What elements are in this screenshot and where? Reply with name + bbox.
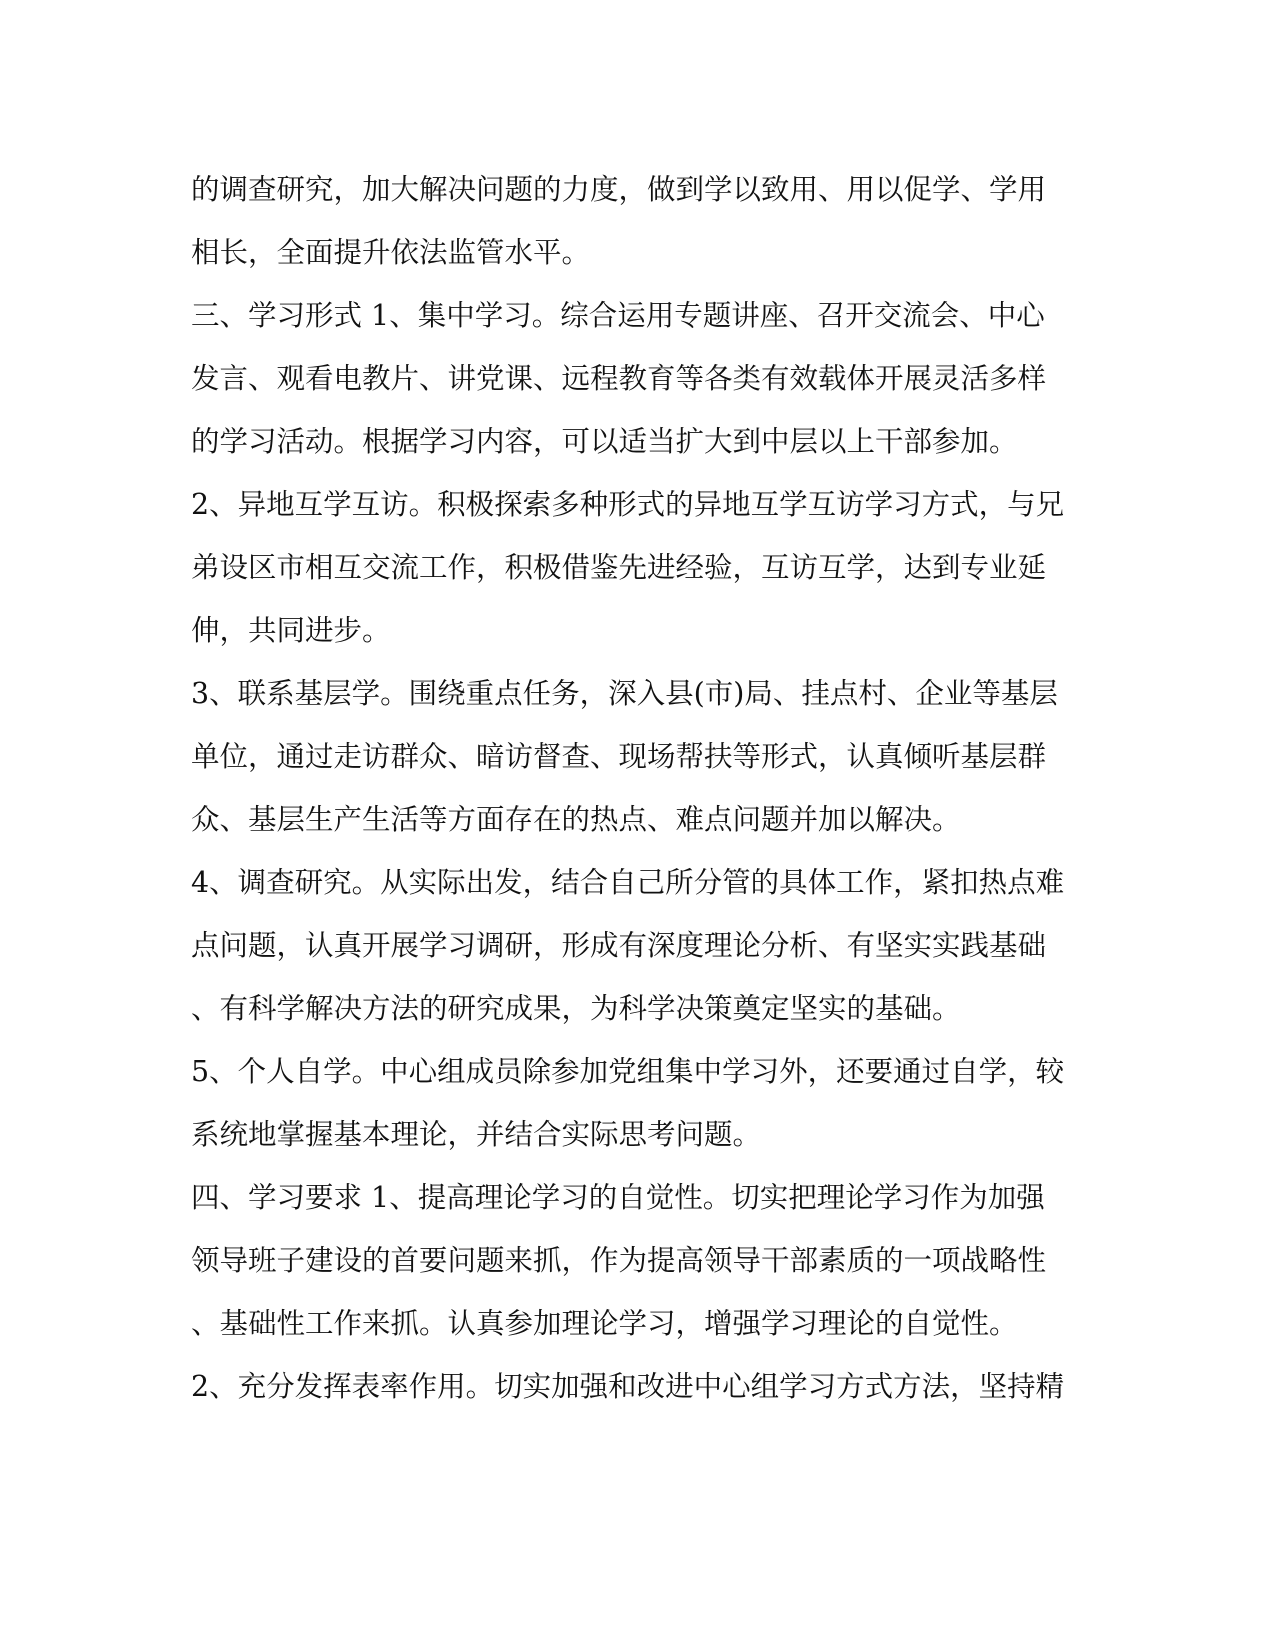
text-line: 众、基层生产生活等方面存在的热点、难点问题并加以解决。 bbox=[191, 803, 961, 836]
text-line: 3、联系基层学。围绕重点任务，深入县(市)局、挂点村、企业等基层 bbox=[191, 677, 1058, 710]
text-line: 发言、观看电教片、讲党课、远程教育等各类有效载体开展灵活多样 bbox=[191, 362, 1047, 395]
text-line: 的学习活动。根据学习内容，可以适当扩大到中层以上干部参加。 bbox=[191, 425, 1018, 458]
text-line: 2、充分发挥表率作用。切实加强和改进中心组学习方式方法，坚持精 bbox=[191, 1370, 1065, 1403]
text-line: 2、异地互学互访。积极探索多种形式的异地互学互访学习方式，与兄 bbox=[191, 488, 1065, 521]
text-line: 领导班子建设的首要问题来抓，作为提高领导干部素质的一项战略性 bbox=[191, 1244, 1047, 1277]
text-line: 三、学习形式 1、集中学习。综合运用专题讲座、召开交流会、中心 bbox=[191, 299, 1045, 332]
text-line: 系统地掌握基本理论，并结合实际思考问题。 bbox=[191, 1118, 762, 1151]
text-line: 弟设区市相互交流工作，积极借鉴先进经验，互访互学，达到专业延 bbox=[191, 551, 1047, 584]
text-line: 的调查研究，加大解决问题的力度，做到学以致用、用以促学、学用 bbox=[191, 173, 1047, 206]
text-line: 相长，全面提升依法监管水平。 bbox=[191, 236, 591, 269]
text-line: 点问题，认真开展学习调研，形成有深度理论分析、有坚实实践基础 bbox=[191, 929, 1047, 962]
text-line: 5、个人自学。中心组成员除参加党组集中学习外，还要通过自学，较 bbox=[191, 1055, 1065, 1088]
text-line: 、基础性工作来抓。认真参加理论学习，增强学习理论的自觉性。 bbox=[191, 1307, 1018, 1340]
text-line: 四、学习要求 1、提高理论学习的自觉性。切实把理论学习作为加强 bbox=[191, 1181, 1045, 1214]
text-line: 、有科学解决方法的研究成果，为科学决策奠定坚实的基础。 bbox=[191, 992, 961, 1025]
text-line: 4、调查研究。从实际出发，结合自己所分管的具体工作，紧扣热点难 bbox=[191, 866, 1065, 899]
text-line: 单位，通过走访群众、暗访督查、现场帮扶等形式，认真倾听基层群 bbox=[191, 740, 1047, 773]
body-text bbox=[191, 158, 1091, 1418]
text-line: 伸，共同进步。 bbox=[191, 614, 391, 647]
